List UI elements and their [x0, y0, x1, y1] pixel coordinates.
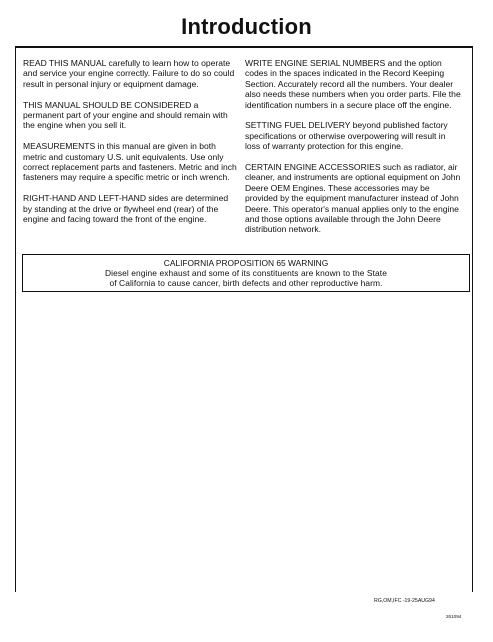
warning-title: CALIFORNIA PROPOSITION 65 WARNING — [163, 258, 329, 268]
paragraph-fuel-delivery: SETTING FUEL DELIVERY beyond published factory specifications or otherwise overpowering will result in loss of warranty protection for this engine. — [245, 120, 448, 152]
footer-page-number: 261094 — [446, 614, 462, 619]
footer-document-code: RG,OM,IFC -19-25AUG94 — [374, 598, 435, 604]
page-title: Introduction — [181, 14, 312, 39]
paragraph-sides: RIGHT-HAND AND LEFT-HAND sides are determined by standing at the drive or flywheel end (rear) of the engine and facing toward the front of the engine. — [23, 193, 229, 225]
prop65-warning-box — [22, 254, 470, 292]
paragraph-serial-numbers: WRITE ENGINE SERIAL NUMBERS and the option codes in the spaces indicated in the Record Keeping Section. Accurately record all the numbers. Your dealer also needs these numbers when you order parts. File the identification numbers in a secure place off the engine. — [245, 58, 461, 110]
right-border — [472, 46, 473, 592]
warning-line-1: Diesel engine exhaust and some of its constituents are known to the State — [105, 268, 387, 279]
title-divider — [15, 46, 473, 48]
warning-line-2: of California to cause cancer, birth defects and other reproductive harm. — [109, 278, 383, 289]
left-text-column — [23, 58, 239, 235]
paragraph-read-manual: READ THIS MANUAL carefully to learn how to operate and service your engine correctly. Failure to do so could result in personal injury or equipment damage. — [23, 58, 235, 89]
paragraph-accessories: CERTAIN ENGINE ACCESSORIES such as radiator, air cleaner, and instruments are optional equipment on John Deere OEM Engines. These accessories may be provided by the equipment manufacturer instead of John Deere. This operator's manual applies only to the engine and those options available through the John Deere distribution network. — [245, 162, 461, 235]
paragraph-measurements: MEASUREMENTS in this manual are given in both metric and customary U.S. unit equivalents. Use only correct replacement parts and fasteners. Metric and inch fasteners may require a specific metric or inch wrench. — [23, 141, 237, 183]
paragraph-manual-permanent: THIS MANUAL SHOULD BE CONSIDERED a permanent part of your engine and should remain with the engine when you sell it. — [23, 99, 228, 131]
right-text-column — [245, 58, 461, 245]
page-header — [0, 0, 493, 46]
left-border — [15, 46, 16, 592]
